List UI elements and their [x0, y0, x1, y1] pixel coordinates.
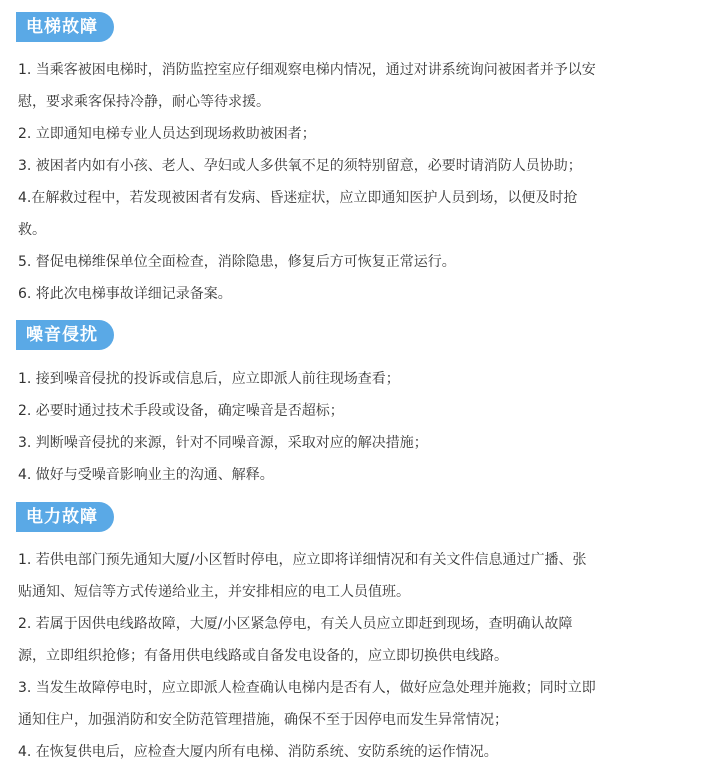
paragraph-line: 贴通知、短信等方式传递给业主，并安排相应的电工人员值班。 [18, 584, 410, 600]
paragraph-line: 3. 判断噪音侵扰的来源，针对不同噪音源，采取对应的解决措施； [18, 435, 428, 451]
paragraph-line: 2. 若属于因供电线路故障，大厦/小区紧急停电，有关人员应立即赶到现场，查明确认故障 [18, 616, 573, 632]
paragraph-line: 1. 若供电部门预先通知大厦/小区暂时停电，应立即将详细情况和有关文件信息通过广播、张 [18, 552, 587, 568]
paragraph-line: 4.在解救过程中，若发现被困者有发病、昏迷症状，应立即通知医护人员到场，以便及时抢 [18, 190, 578, 206]
section-title-badge: 噪音侵扰 [16, 320, 114, 350]
paragraph-line: 6. 将此次电梯事故详细记录备案。 [18, 286, 232, 302]
paragraph-line: 5. 督促电梯维保单位全面检查，消除隐患，修复后方可恢复正常运行。 [18, 254, 456, 270]
paragraph-line: 救。 [18, 222, 46, 238]
paragraph-line: 慰，要求乘客保持冷静，耐心等待求援。 [18, 94, 270, 110]
paragraph-line: 4. 在恢复供电后，应检查大厦内所有电梯、消防系统、安防系统的运作情况。 [18, 744, 498, 760]
paragraph-line: 4. 做好与受噪音影响业主的沟通、解释。 [18, 467, 274, 483]
paragraph-line: 2. 立即通知电梯专业人员达到现场救助被困者； [18, 126, 316, 142]
paragraph-line: 通知住户，加强消防和安全防范管理措施，确保不至于因停电而发生异常情况； [18, 712, 508, 728]
paragraph-line: 1. 接到噪音侵扰的投诉或信息后，应立即派人前往现场查看； [18, 371, 400, 387]
paragraph-line: 1. 当乘客被困电梯时，消防监控室应仔细观察电梯内情况，通过对讲系统询问被困者并予以安 [18, 62, 596, 78]
section-title-badge: 电梯故障 [16, 12, 114, 42]
paragraph-line: 3. 当发生故障停电时，应立即派人检查确认电梯内是否有人，做好应急处理并施救；同时立即 [18, 680, 596, 696]
paragraph-line: 源，立即组织抢修；有备用供电线路或自备发电设备的，应立即切换供电线路。 [18, 648, 508, 664]
paragraph-line: 2. 必要时通过技术手段或设备，确定噪音是否超标； [18, 403, 344, 419]
paragraph-line: 3. 被困者内如有小孩、老人、孕妇或人多供氧不足的须特别留意，必要时请消防人员协助； [18, 158, 582, 174]
section-title-badge: 电力故障 [16, 502, 114, 532]
